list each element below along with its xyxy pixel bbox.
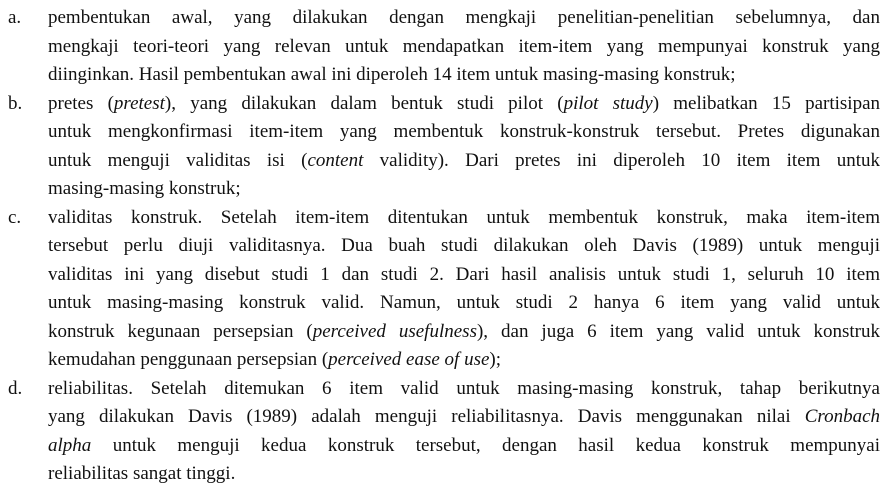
list-item-a [0, 4, 888, 90]
text-line: masing-masing konstruk; [48, 178, 241, 199]
text-line: pretes (pretest), yang dilakukan dalam bentuk studi pilot (pilot study) melibatkan 15 partisipan [48, 92, 881, 114]
list-marker: b. [8, 92, 23, 114]
list-item-text [48, 204, 880, 375]
italic-term: Cronbach [804, 406, 880, 427]
text-line: untuk menguji validitas isi (content validity). Dari pretes ini diperoleh 10 item item untuk [48, 149, 881, 171]
italic-term: content [307, 149, 364, 171]
italic-term: pilot study [563, 92, 653, 114]
list-item-text [48, 375, 880, 489]
text-line: alpha untuk menguji kedua konstruk tersebut, dengan hasil kedua konstruk mempunyai [48, 434, 880, 456]
text-line: kemudahan penggunaan persepsian (perceived ease of use); [48, 349, 502, 370]
text-line: untuk masing-masing konstruk valid. Namun, untuk studi 2 hanya 6 item yang valid untuk [48, 292, 880, 313]
list-marker: a. [8, 7, 22, 28]
list-item-b [0, 90, 888, 204]
list-marker: c. [8, 206, 22, 228]
text-line: untuk mengkonfirmasi item-item yang membentuk konstruk-konstruk tersebut. Pretes digunakan [48, 121, 880, 142]
text-line: reliabilitas sangat tinggi. [48, 463, 236, 484]
list-item-text [48, 4, 880, 90]
italic-term: alpha [48, 434, 92, 456]
italic-term: perceived usefulness [312, 320, 477, 342]
italic-term: pretest [113, 92, 165, 114]
text-line: yang dilakukan Davis (1989) adalah menguji reliabilitasnya. Davis menggunakan nilai Cronbach [48, 406, 880, 427]
list-marker: d. [8, 377, 23, 399]
italic-term: perceived ease of use [328, 349, 490, 370]
document-page [0, 4, 888, 496]
text-line: validitas konstruk. Setelah item-item ditentukan untuk membentuk konstruk, maka item-item [48, 206, 880, 228]
list-item-c [0, 204, 888, 375]
list-item-text [48, 90, 880, 204]
text-line: mengkaji teori-teori yang relevan untuk mendapatkan item-item yang mempunyai konstruk yang [48, 35, 880, 57]
text-line: validitas ini yang disebut studi 1 dan studi 2. Dari hasil analisis untuk studi 1, seluruh 10 item [48, 263, 880, 285]
text-line: tersebut perlu diuji validitasnya. Dua buah studi dilakukan oleh Davis (1989) untuk menguji [48, 235, 880, 256]
text-line: reliabilitas. Setelah ditemukan 6 item valid untuk masing-masing konstruk, tahap berikutnya [48, 377, 880, 399]
text-line: pembentukan awal, yang dilakukan dengan mengkaji penelitian-penelitian sebelumnya, dan [48, 7, 880, 28]
text-line: konstruk kegunaan persepsian (perceived usefulness), dan juga 6 item yang valid untuk konstruk [48, 320, 880, 342]
text-line: diinginkan. Hasil pembentukan awal ini diperoleh 14 item untuk masing-masing konstruk; [48, 64, 736, 85]
list-item-d [0, 375, 888, 489]
